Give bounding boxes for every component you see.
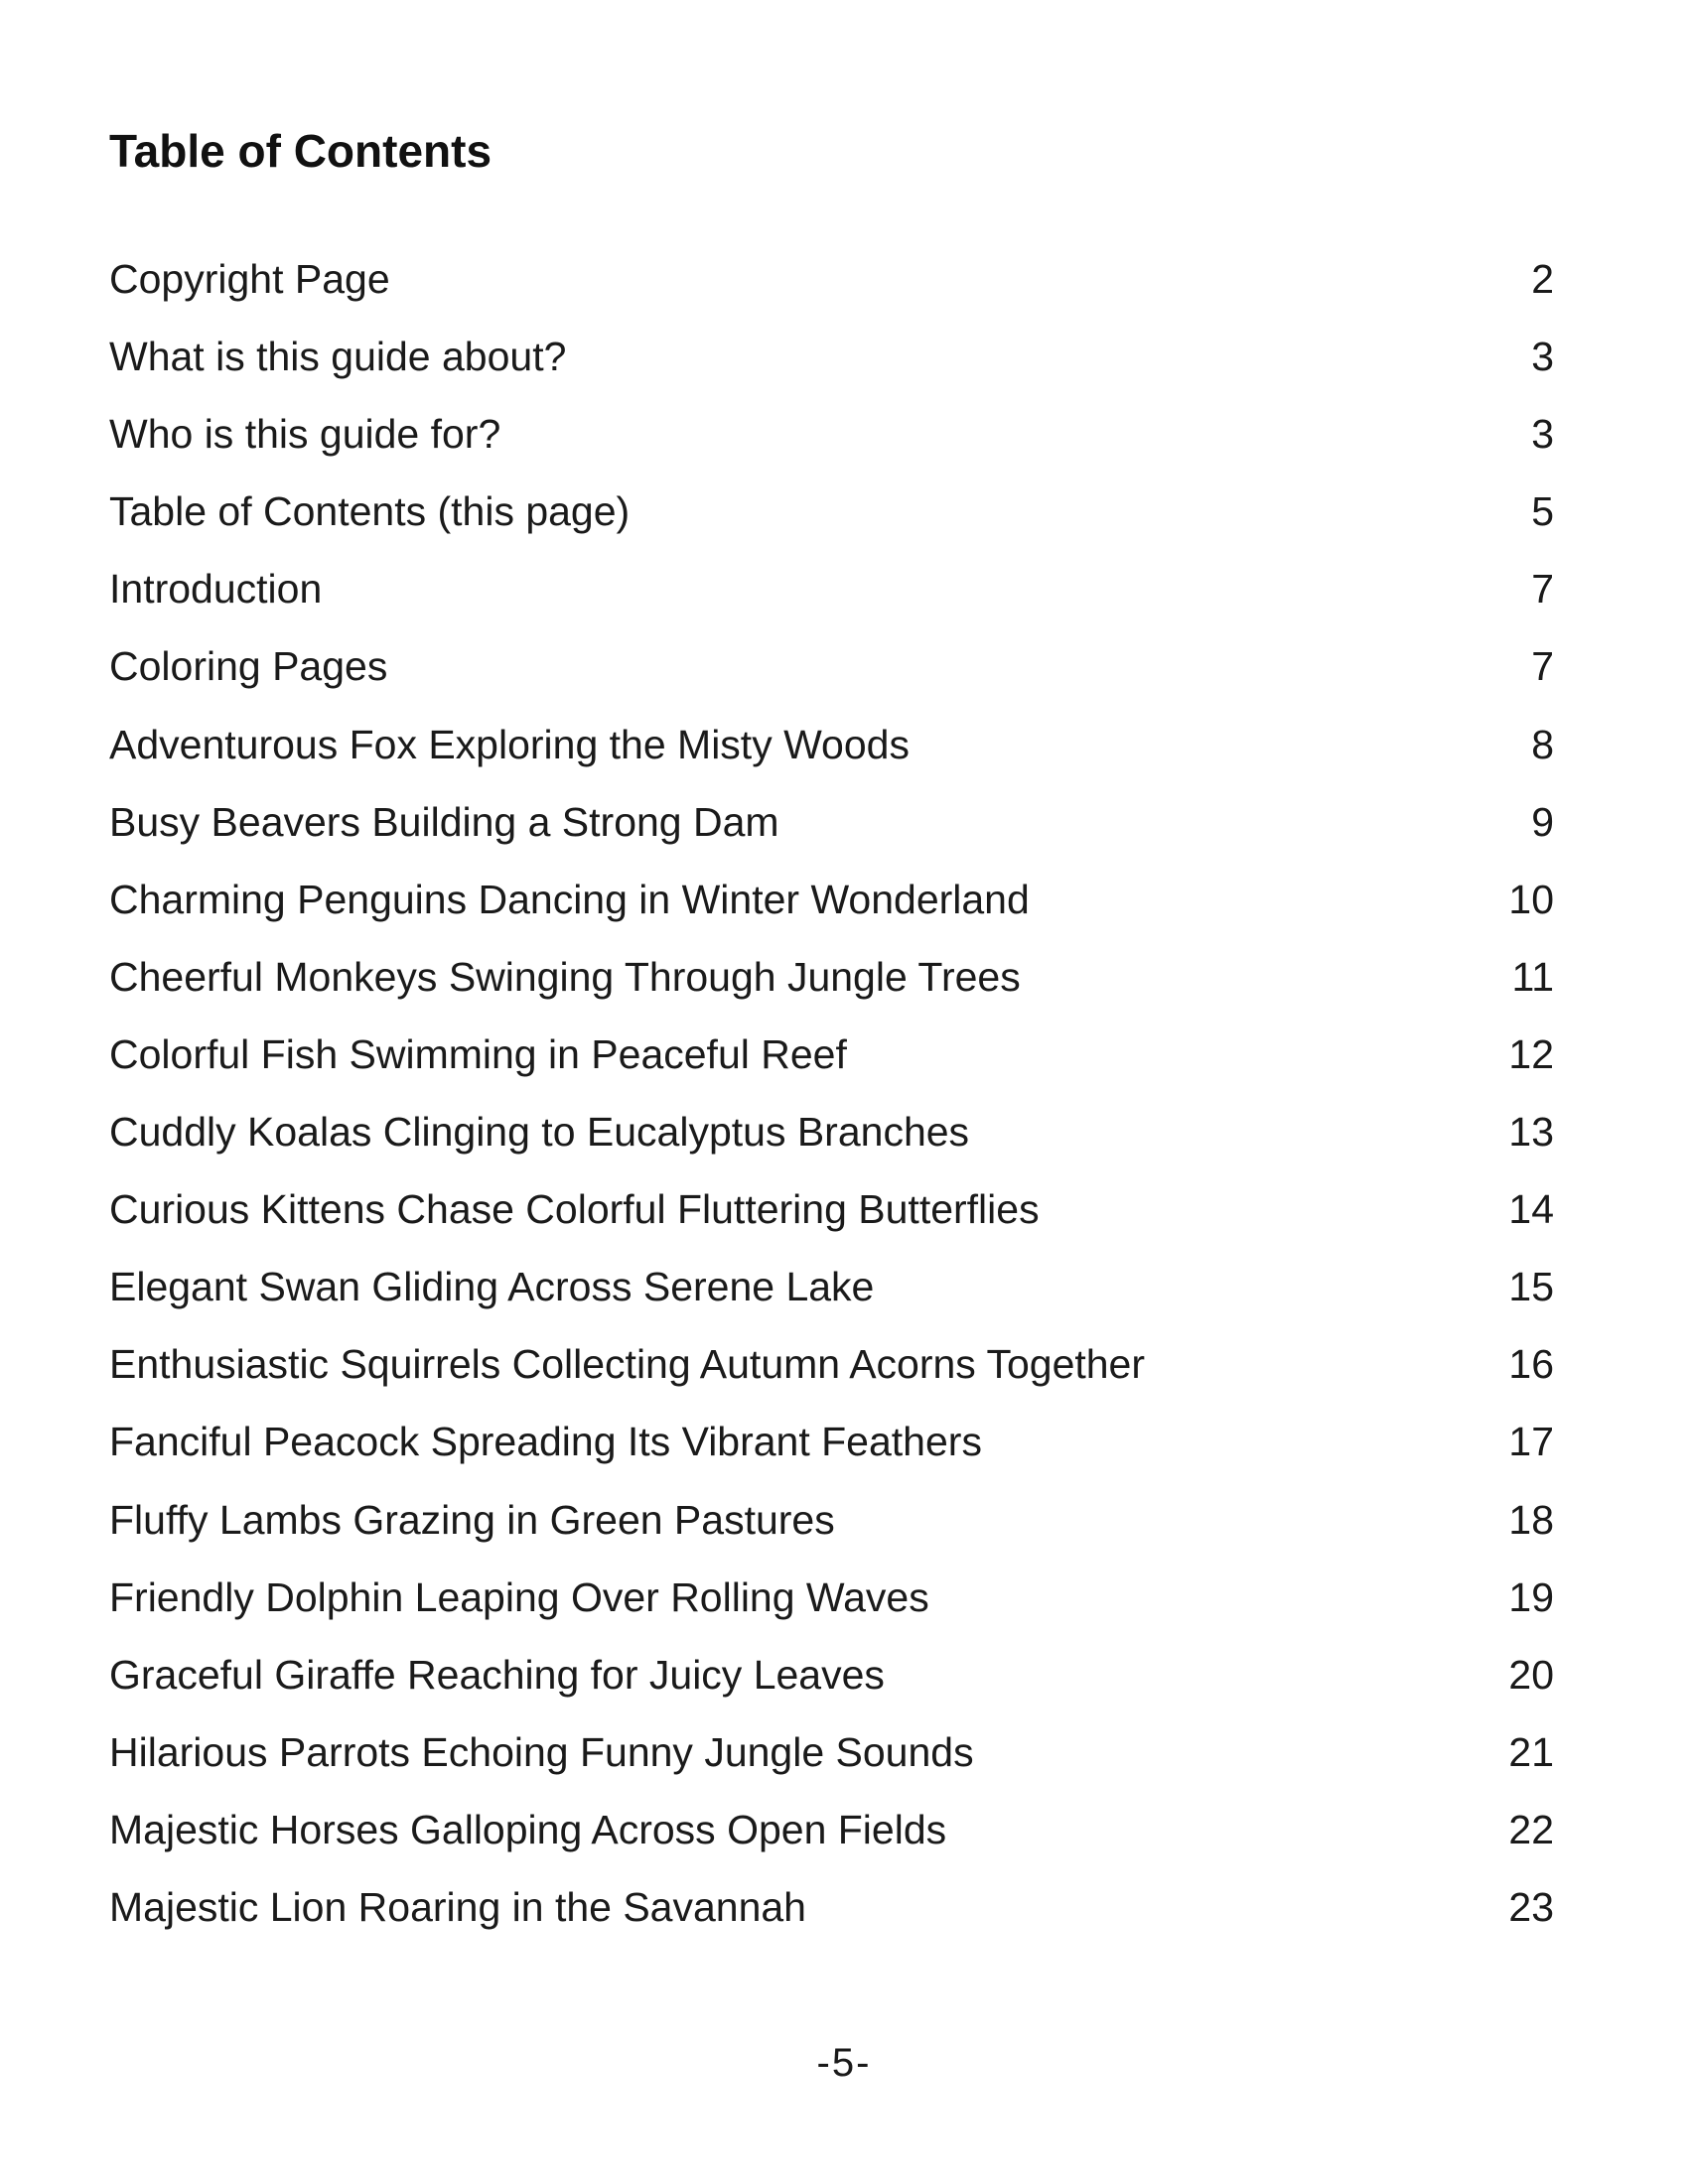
toc-entry-title: Majestic Horses Galloping Across Open Fields: [109, 1806, 947, 1852]
toc-entry-page-number: 7: [1531, 566, 1554, 613]
toc-entry: [109, 1264, 1554, 1341]
toc-entry-title: Fanciful Peacock Spreading Its Vibrant Feathers: [109, 1419, 982, 1465]
toc-entry: [109, 1186, 1554, 1264]
toc-entry: [109, 488, 1554, 566]
toc-entry: [109, 256, 1554, 334]
toc-entry: [109, 1497, 1554, 1574]
toc-entry-title: Busy Beavers Building a Strong Dam: [109, 798, 779, 845]
toc-entry: [109, 954, 1554, 1031]
toc-entry-title: Enthusiastic Squirrels Collecting Autumn Acorns Together: [109, 1341, 1146, 1388]
toc-entry-page-number: 18: [1508, 1496, 1554, 1543]
page-title: Table of Contents: [109, 124, 492, 177]
toc-entry: [109, 1109, 1554, 1186]
toc-entry: [109, 1807, 1554, 1884]
toc-entry-title: Elegant Swan Gliding Across Serene Lake: [109, 1264, 875, 1310]
toc-entry-page-number: 21: [1508, 1728, 1554, 1775]
toc-entry-page-number: 13: [1508, 1109, 1554, 1156]
page-number-footer: -5-: [816, 2041, 872, 2085]
toc-entry: [109, 1341, 1554, 1419]
toc-entry-page-number: 19: [1508, 1573, 1554, 1620]
toc-entry-page-number: 16: [1508, 1341, 1554, 1388]
toc-entry: [109, 877, 1554, 954]
toc-entry-title: Cuddly Koalas Clinging to Eucalyptus Branches: [109, 1109, 970, 1156]
toc-entry-page-number: 11: [1511, 953, 1554, 1000]
table-of-contents: [109, 256, 1554, 1962]
toc-entry-title: Colorful Fish Swimming in Peaceful Reef: [109, 1030, 847, 1077]
toc-entry-page-number: 17: [1508, 1419, 1554, 1465]
toc-entry-page-number: 23: [1508, 1883, 1554, 1930]
toc-entry-title: Copyright Page: [109, 256, 390, 302]
toc-entry-title: Friendly Dolphin Leaping Over Rolling Waves: [109, 1573, 929, 1620]
toc-entry-title: What is this guide about?: [109, 334, 567, 380]
toc-entry-title: Fluffy Lambs Grazing in Green Pastures: [109, 1496, 835, 1543]
toc-entry: [109, 334, 1554, 411]
toc-entry-page-number: 5: [1531, 488, 1554, 535]
toc-entry-title: Curious Kittens Chase Colorful Fluttering Butterflies: [109, 1186, 1040, 1233]
toc-entry-page-number: 3: [1531, 334, 1554, 380]
toc-entry-page-number: 15: [1508, 1264, 1554, 1310]
toc-entry: [109, 411, 1554, 488]
toc-entry-title: Who is this guide for?: [109, 411, 501, 458]
toc-entry-page-number: 14: [1508, 1186, 1554, 1233]
toc-entry: [109, 722, 1554, 799]
toc-entry-page-number: 8: [1531, 721, 1554, 767]
toc-entry-page-number: 22: [1508, 1806, 1554, 1852]
toc-entry-page-number: 12: [1508, 1030, 1554, 1077]
toc-entry-title: Introduction: [109, 566, 323, 613]
toc-entry: [109, 643, 1554, 721]
toc-entry: [109, 1031, 1554, 1109]
toc-entry: [109, 799, 1554, 877]
toc-entry: [109, 566, 1554, 643]
toc-entry-title: Hilarious Parrots Echoing Funny Jungle Sounds: [109, 1728, 974, 1775]
toc-entry: [109, 1652, 1554, 1729]
toc-entry-title: Majestic Lion Roaring in the Savannah: [109, 1883, 806, 1930]
toc-entry: [109, 1419, 1554, 1496]
toc-entry-title: Charming Penguins Dancing in Winter Wonderland: [109, 876, 1030, 922]
toc-entry: [109, 1884, 1554, 1962]
toc-entry-page-number: 2: [1531, 256, 1554, 302]
toc-entry: [109, 1574, 1554, 1652]
toc-entry-page-number: 3: [1531, 411, 1554, 458]
toc-entry-page-number: 20: [1508, 1651, 1554, 1698]
toc-entry-title: Table of Contents (this page): [109, 488, 631, 535]
toc-entry-title: Adventurous Fox Exploring the Misty Woods: [109, 721, 910, 767]
toc-entry-page-number: 9: [1531, 798, 1554, 845]
toc-entry-title: Coloring Pages: [109, 643, 388, 690]
toc-entry-title: Graceful Giraffe Reaching for Juicy Leaves: [109, 1651, 885, 1698]
toc-entry-title: Cheerful Monkeys Swinging Through Jungle Trees: [109, 953, 1021, 1000]
toc-entry-page-number: 7: [1531, 643, 1554, 690]
toc-entry: [109, 1729, 1554, 1807]
toc-entry-page-number: 10: [1508, 876, 1554, 922]
